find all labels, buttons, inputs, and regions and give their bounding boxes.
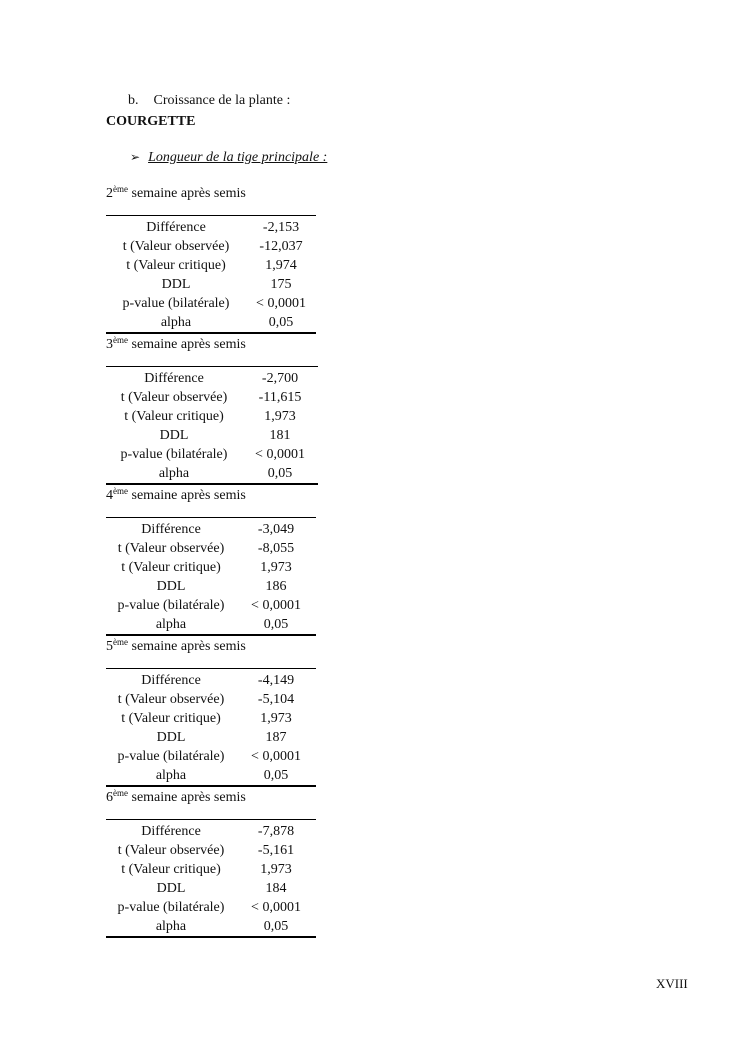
row-value: 0,05	[263, 919, 289, 934]
row-label: Différence	[144, 371, 204, 386]
row-label: t (Valeur observée)	[117, 692, 225, 707]
row-value: 184	[265, 881, 287, 896]
table-row	[106, 841, 316, 860]
table-row	[106, 518, 316, 540]
row-value: 0,05	[267, 466, 293, 481]
row-value: 1,973	[260, 862, 292, 877]
measure-label: Longueur de la tige principale :	[148, 150, 328, 165]
row-value: 0,05	[263, 768, 289, 783]
row-value: < 0,0001	[251, 749, 301, 764]
table-row	[106, 445, 318, 464]
table-row	[106, 367, 318, 389]
row-label: t (Valeur critique)	[126, 258, 226, 273]
row-label: t (Valeur critique)	[121, 711, 221, 726]
stats-table	[106, 668, 316, 787]
row-label: alpha	[158, 466, 190, 481]
row-label: Différence	[141, 673, 201, 688]
row-value: 1,973	[260, 711, 292, 726]
stats-table	[106, 517, 316, 636]
row-value: < 0,0001	[251, 598, 301, 613]
row-value: -7,878	[257, 824, 295, 839]
row-label: alpha	[155, 919, 187, 934]
row-value: -2,153	[262, 220, 300, 235]
page-number: XVIII	[656, 976, 688, 991]
section-title: Croissance de la plante :	[153, 93, 291, 108]
row-label: t (Valeur observée)	[122, 239, 230, 254]
crop-title: COURGETTE	[106, 114, 196, 129]
table-row	[106, 216, 316, 238]
table-row	[106, 747, 316, 766]
table-row	[106, 558, 316, 577]
row-label: t (Valeur observée)	[117, 541, 225, 556]
table-row	[106, 275, 316, 294]
row-value: 186	[265, 579, 287, 594]
table-row	[106, 577, 316, 596]
table-row	[106, 860, 316, 879]
row-value: 0,05	[263, 617, 289, 632]
row-label: p-value (bilatérale)	[117, 598, 225, 613]
arrow-bullet-icon: ➢	[130, 150, 141, 164]
row-value: 0,05	[268, 315, 294, 330]
table-row	[106, 766, 316, 786]
table-row	[106, 690, 316, 709]
row-value: -2,700	[261, 371, 299, 386]
week-heading: 5ème semaine après semis	[106, 637, 246, 654]
row-label: DDL	[156, 730, 186, 745]
table-row	[106, 539, 316, 558]
row-value: -5,161	[257, 843, 295, 858]
stats-table	[106, 215, 316, 334]
row-label: t (Valeur observée)	[120, 390, 228, 405]
table-row	[106, 898, 316, 917]
row-label: Différence	[146, 220, 206, 235]
row-label: p-value (bilatérale)	[117, 749, 225, 764]
table-row	[106, 313, 316, 333]
table-row	[106, 615, 316, 635]
row-value: < 0,0001	[256, 296, 306, 311]
row-value: 187	[265, 730, 287, 745]
row-label: alpha	[155, 768, 187, 783]
week-heading: 2ème semaine après semis	[106, 184, 246, 201]
row-value: -8,055	[257, 541, 295, 556]
row-value: < 0,0001	[255, 447, 305, 462]
table-row	[106, 237, 316, 256]
row-value: -11,615	[258, 390, 302, 405]
table-row	[106, 669, 316, 691]
stats-table	[106, 819, 316, 938]
row-value: 1,974	[265, 258, 297, 273]
table-row	[106, 294, 316, 313]
table-row	[106, 388, 318, 407]
row-label: p-value (bilatérale)	[120, 447, 228, 462]
row-label: t (Valeur critique)	[121, 560, 221, 575]
week-heading: 4ème semaine après semis	[106, 486, 246, 503]
row-label: t (Valeur critique)	[124, 409, 224, 424]
row-value: 181	[269, 428, 291, 443]
table-row	[106, 917, 316, 937]
row-label: DDL	[156, 881, 186, 896]
week-heading: 3ème semaine après semis	[106, 335, 246, 352]
measure-heading	[130, 150, 327, 166]
row-label: Différence	[141, 522, 201, 537]
row-label: t (Valeur critique)	[121, 862, 221, 877]
stats-table	[106, 366, 318, 485]
row-value: 175	[270, 277, 292, 292]
row-value: 1,973	[260, 560, 292, 575]
row-value: -5,104	[257, 692, 295, 707]
row-label: DDL	[161, 277, 191, 292]
table-row	[106, 728, 316, 747]
row-label: Différence	[141, 824, 201, 839]
section-number: b.	[128, 93, 139, 108]
table-row	[106, 709, 316, 728]
row-label: p-value (bilatérale)	[117, 900, 225, 915]
table-row	[106, 407, 318, 426]
table-row	[106, 820, 316, 842]
table-row	[106, 596, 316, 615]
row-label: p-value (bilatérale)	[122, 296, 230, 311]
table-row	[106, 256, 316, 275]
week-heading: 6ème semaine après semis	[106, 788, 246, 805]
table-row	[106, 879, 316, 898]
row-label: t (Valeur observée)	[117, 843, 225, 858]
row-value: -3,049	[257, 522, 295, 537]
row-value: -4,149	[257, 673, 295, 688]
row-label: alpha	[155, 617, 187, 632]
row-value: -12,037	[259, 239, 303, 254]
row-value: 1,973	[264, 409, 296, 424]
row-label: DDL	[156, 579, 186, 594]
table-row	[106, 464, 318, 484]
section-heading	[128, 93, 290, 109]
row-label: alpha	[160, 315, 192, 330]
row-label: DDL	[159, 428, 189, 443]
table-row	[106, 426, 318, 445]
row-value: < 0,0001	[251, 900, 301, 915]
